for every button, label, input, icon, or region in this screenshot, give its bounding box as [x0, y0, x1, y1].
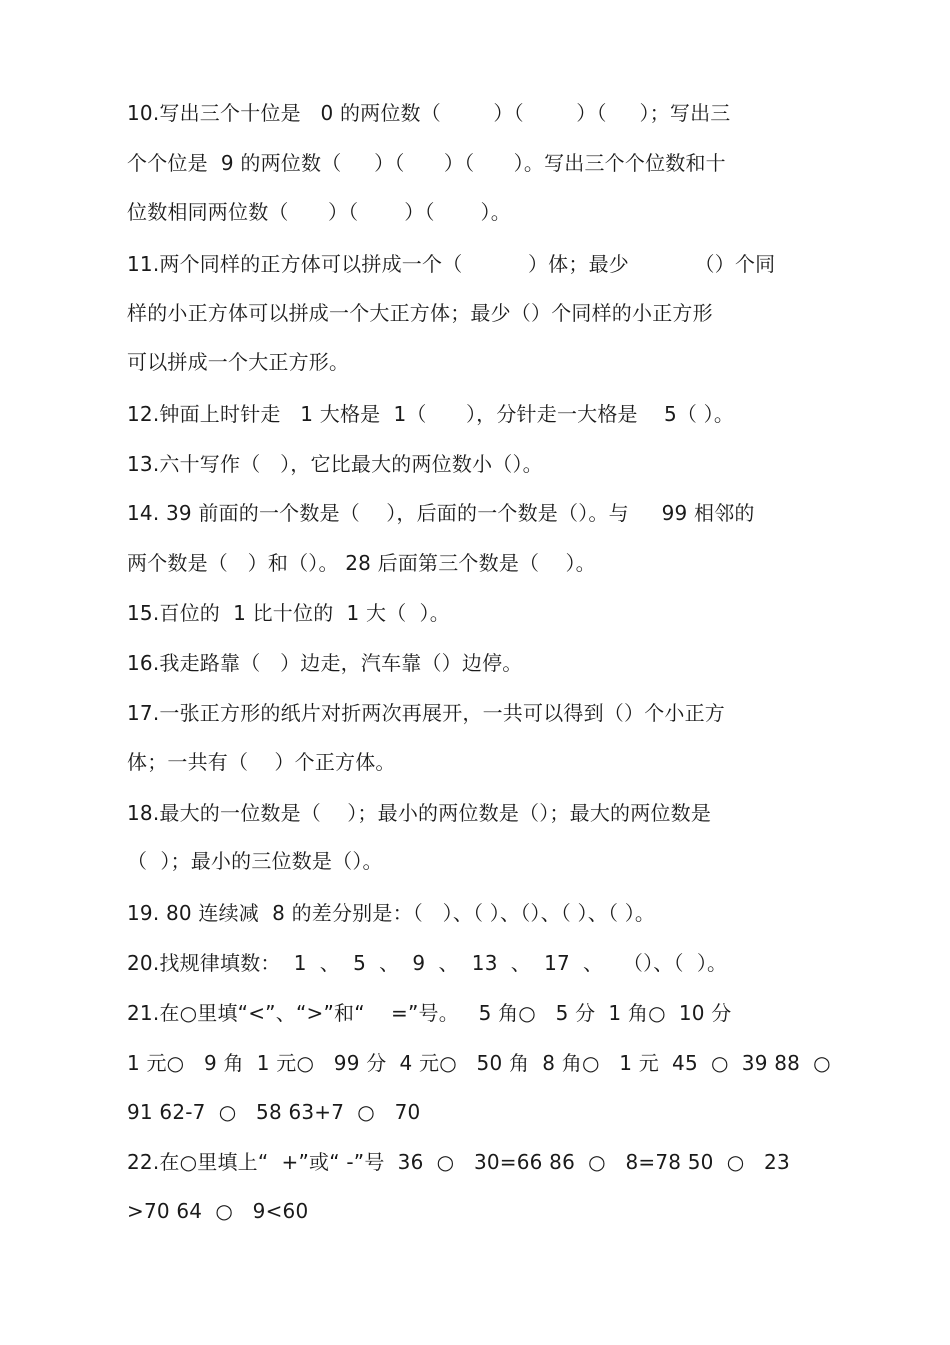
q21-line-2: 1 元○ 9 角 1 元○ 99 分 4 元○ 50 角 8 角○ 1 元 45 ○ 39 88 ○ — [127, 1051, 831, 1075]
q10-line-3: 位数相同两位数（ ）（ ）（ ）。 — [127, 200, 511, 224]
q22-line-2: >70 64 ○ 9<60 — [127, 1199, 309, 1223]
q20-line: 20.找规律填数： 1 、 5 、 9 、 13 、 17 、 （）、（ ）。 — [127, 951, 728, 975]
q11-line-3: 可以拼成一个大正方形。 — [127, 350, 350, 374]
q14-line-1: 14. 39 前面的一个数是（ ），后面的一个数是（）。与 99 相邻的 — [127, 501, 755, 525]
q18-line-1: 18.最大的一位数是（ ）；最小的两位数是（）；最大的两位数是 — [127, 801, 712, 825]
q12-line: 12.钟面上时针走 1 大格是 1（ ），分针走一大格是 5（ ）。 — [127, 402, 735, 426]
q21-line-3: 91 62-7 ○ 58 63+7 ○ 70 — [127, 1100, 421, 1124]
q10-line-1: 10.写出三个十位是 0 的两位数（ ）（ ）（ ）；写出三 — [127, 101, 731, 125]
q22-line-1: 22.在○里填上“ +”或“ -”号 36 ○ 30=66 86 ○ 8=78 50 ○ 23 — [127, 1150, 790, 1174]
q16-line: 16.我走路靠（ ）边走，汽车靠（）边停。 — [127, 651, 523, 675]
q21-line-1: 21.在○里填“<”、“>”和“ =”号。 5 角○ 5 分 1 角○ 10 分 — [127, 1001, 732, 1025]
q11-line-2: 样的小正方体可以拼成一个大正方体；最少（）个同样的小正方形 — [127, 301, 713, 325]
q10-line-2: 个个位是 9 的两位数（ ）（ ）（ ）。写出三个个位数和十 — [127, 151, 726, 175]
q17-line-1: 17.一张正方形的纸片对折两次再展开，一共可以得到（）个小正方 — [127, 701, 726, 725]
q18-line-2: （ ）；最小的三位数是（）。 — [127, 849, 383, 873]
q15-line: 15.百位的 1 比十位的 1 大（ ）。 — [127, 601, 450, 625]
q19-line: 19. 80 连续减 8 的差分别是：（ ）、（ ）、（）、（ ）、（ ）。 — [127, 901, 656, 925]
q14-line-2: 两个数是（ ）和（）。 28 后面第三个数是（ ）。 — [127, 551, 596, 575]
q11-line-1: 11.两个同样的正方体可以拼成一个（ ）体；最少 （）个同 — [127, 252, 776, 276]
q17-line-2: 体；一共有（ ）个正方体。 — [127, 750, 396, 774]
q13-line: 13.六十写作（ ），它比最大的两位数小（）。 — [127, 452, 543, 476]
